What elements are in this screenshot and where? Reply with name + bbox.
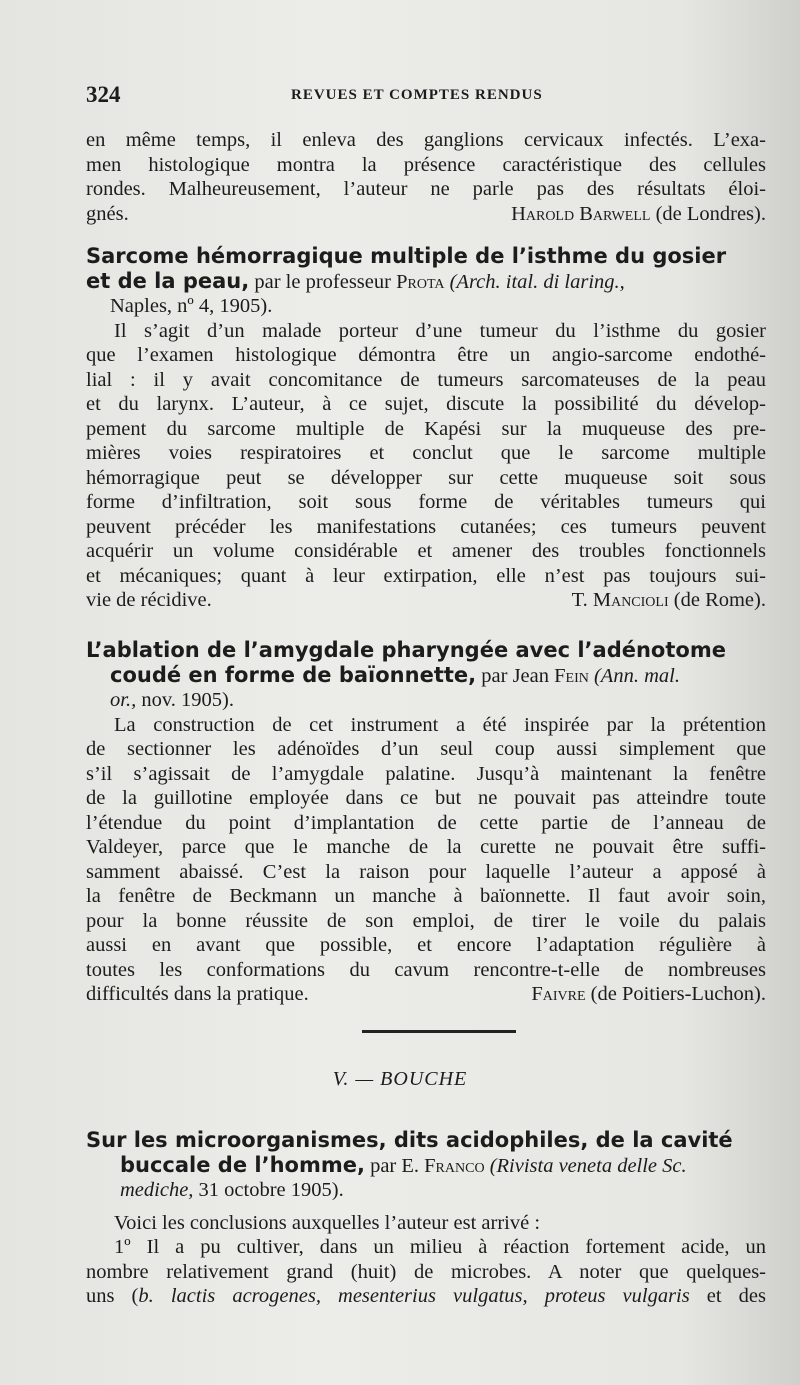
text-line: et mécaniques; quant à leur extirpation, elle n’est pas toujours sui- [86,564,766,587]
article-fein [86,638,766,1007]
text-line: de la guillotine employée dans ce but ne pouvait pas atteindre toute [86,787,766,809]
text-line [86,202,766,227]
text-line: mières voies respiratoires et conclut que le sarcome multiple [86,442,766,464]
article-byline [86,1153,766,1179]
byline-journal: (Arch. ital. di laring., [449,270,625,293]
signature-place: (de Poitiers-Luchon). [590,983,766,1005]
text-line: l’étendue du point d’implantation de cette partie de l’anneau de [86,811,766,834]
article-title: Sur les microorganismes, dits acidophiles, de la cavité [86,1128,733,1152]
text-line [86,982,766,1007]
text-line: s’il s’agissait de l’amygdale palatine. Jusqu’à maintenant la fenêtre [86,762,766,785]
text-line: Il s’agit d’un malade porteur d’une tumeur du l’isthme du gosier [114,319,766,342]
byline-journal-cont: or., [110,689,137,711]
text-line: samment abaissé. C’est la raison pour laquelle l’auteur a apposé à [86,860,766,883]
article-title-cont: coudé en forme de baïonnette, [110,662,477,687]
text-line: lial : il y avait concomitance de tumeurs sarcomateuses de la peau [86,368,766,391]
article-title: Sarcome hémorragique multiple de l’isthme du gosier [86,244,727,268]
text-line: rondes. Malheureusement, l’auteur ne parle pas des résultats éloi- [86,178,766,200]
text-line: nombre relativement grand (huit) de microbes. A noter que quelques- [86,1260,766,1283]
continuation-paragraph [86,128,766,226]
author-signature [511,202,766,227]
text-line [86,1284,766,1309]
byline-ref [86,1178,766,1203]
text-line: pement du sarcome multiple de Kapési sur la muqueuse des pre- [86,417,766,440]
text-line: pour la bonne réussite de son emploi, de tirer le voile du palais [86,909,766,932]
text-line: forme d’infiltration, soit sous forme de véritables tumeurs qui [86,491,766,513]
text-line: Valdeyer, parce que le manche de la curette ne pouvait être suffi- [86,836,766,858]
text-line: la fenêtre de Beckmann un manche à baïonnette. Il faut avoir soin, [86,885,766,907]
text-line: acquérir un volume considérable et amener des troubles fonctionnels [86,540,766,562]
text-line: peuvent précéder les manifestations cutanées; ces tumeurs peuvent [86,515,766,538]
article-franco [86,1128,766,1309]
text-line: aussi en avant que possible, et encore l’adaptation régulière à [86,934,766,956]
article-title: L’ablation de l’amygdale pharyngée avec l’adénotome [86,638,726,662]
text-line: en même temps, il enleva des ganglions cervicaux infectés. L’exa- [86,129,766,151]
text-line: que l’examen histologique démontra être un angio-sarcome endothé- [86,344,766,366]
author-signature [572,588,766,613]
byline-ref [86,688,766,713]
byline-author: Franco [424,1154,485,1177]
text-fragment: difficultés dans la pratique. [86,983,309,1005]
text-line: de sectionner les adénoïdes d’un seul coup aussi simplement que [86,738,766,760]
article-title-cont: buccale de l’homme, [120,1152,365,1177]
signature-place: (de Londres). [655,202,766,225]
byline-author: Prota [396,270,445,293]
species-names: b. lactis acrogenes, mesenterius vulgatus, proteus vulgaris [138,1285,690,1307]
text-line: La construction de cet instrument a été inspirée par la prétention [114,713,766,736]
text-fragment: et des [689,1285,766,1307]
section-heading: V. — BOUCHE [332,1068,468,1090]
section-divider [362,1030,516,1033]
text-fragment: uns ( [86,1285,139,1307]
article-byline [86,663,766,689]
text-line: men histologique montra la présence caractéristique des cellules [86,153,766,176]
page-header [86,82,760,112]
author-signature [531,982,766,1007]
byline-author: Fein [554,664,589,687]
byline-journal: (Rivista veneta delle Sc. [489,1154,687,1177]
running-head: REVUES ET COMPTES RENDUS [291,87,543,103]
page-number: 324 [86,82,121,107]
text-line: 1º Il a pu cultiver, dans un milieu à réaction fortement acide, un [114,1236,766,1258]
byline-journal: (Ann. mal. [593,664,680,687]
signature-name: Harold Barwell [511,202,651,225]
byline-by: par le professeur [254,270,391,293]
byline-by: par Jean [481,664,549,687]
text-line: et du larynx. L’auteur, à ce sujet, discute la possibilité du dévelop- [86,393,766,415]
byline-journal-cont: mediche, [120,1179,194,1201]
text-line [86,588,766,613]
signature-name: Faivre [531,983,586,1005]
text-line: Voici les conclusions auxquelles l’auteur est arrivé : [114,1211,541,1234]
signature-place: (de Rome). [673,589,766,611]
text-fragment: vie de récidive. [86,589,212,611]
text-line: hémorragique peut se développer sur cette muqueuse soit sous [86,466,766,489]
byline-ref: Naples, nº 4, 1905). [110,295,273,317]
text-fragment: gnés. [86,202,129,225]
text-line: toutes les conformations du cavum rencontre-t-elle de nombreuses [86,958,766,981]
article-title-cont: et de la peau, [86,268,250,293]
article-body [86,319,766,589]
signature-name: T. Mancioli [571,589,669,611]
article-body [86,713,766,983]
byline-date: nov. 1905). [141,689,234,711]
article-prota [86,244,766,613]
byline-by: par E. [370,1154,420,1177]
article-byline [86,269,766,295]
byline-date: 31 octobre 1905). [198,1179,344,1201]
